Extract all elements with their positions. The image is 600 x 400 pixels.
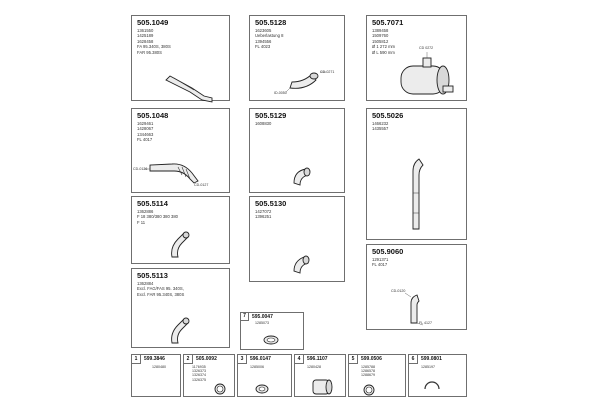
small-part-box-3 [237,354,292,397]
index-number: 6 [409,355,418,364]
detail-line: 1509760 [372,33,389,39]
detail-line: 1435557 [372,126,389,132]
clamp-drawing [349,355,407,398]
detail-line: Excl. FAG/FAS 95. 340S, [137,286,184,292]
corrugated-hose-drawing [132,109,231,194]
part-number: 505.0092 [196,356,217,362]
part-number: 505.1048 [137,111,169,120]
detail-line: 1285788 [361,365,375,369]
part-box-505-5114 [131,196,230,264]
callout-label: ID-0050 [274,91,287,95]
muffler-drawing [367,16,468,102]
part-number: 599.0506 [361,356,382,362]
detail-line: Ueberlastung 8 [255,33,284,39]
detail-line: 1176935 [192,365,206,369]
part-box-505-1049 [131,15,230,101]
callout-label: CD 0272 [419,46,434,50]
detail-line: 1389458 [372,28,389,33]
index-number: 3 [238,355,247,364]
index-number: 1 [132,355,141,364]
small-part-box-6 [408,354,467,397]
detail-line: 1394556 [255,38,272,44]
callout-label: CD-0126 [133,167,148,171]
detail-line: 1326373 [192,369,206,374]
callout-label: FL 4127 [419,321,433,325]
index-number: 2 [184,355,193,364]
index-number: 5 [349,355,358,364]
tailpipe-drawing [367,109,468,241]
part-box-505-5129 [249,108,345,193]
callout-label: CD-0120 [391,289,406,293]
detail-line: 1326375 [192,377,206,382]
detail-line: FL 4017 [137,137,153,143]
clamp-drawing [184,355,236,398]
detail-line: FA 95.340S, 380S [137,44,171,50]
small-part-box-1 [131,354,181,397]
detail-line: Ø L 590 mm [372,49,395,55]
part-box-505-5113 [131,268,230,348]
detail-line: 1396251 [255,214,272,220]
detail-line: FL 4023 [255,44,271,50]
part-box-505-5026 [366,108,467,240]
clamp-drawing [238,355,293,398]
detail-line: F 11 [137,219,146,225]
detail-line: 1285006 [250,365,264,369]
part-number: 596.0147 [250,356,271,362]
pipe-drawing [132,269,231,349]
detail-line: 1608830 [255,121,272,126]
part-number: 596.1107 [307,356,328,362]
detail-line: 1280428 [307,365,321,369]
part-box-505-1048 [131,108,230,193]
part-number: 505.7071 [372,18,404,27]
part-box-505-7071 [366,15,467,101]
detail-line: 1361550 [137,28,154,33]
detail-line: Ø 1 272 mm [372,44,396,50]
part-number: 505.5114 [137,199,168,208]
part-number: 599.0801 [421,356,442,362]
detail-line: 1623605 [255,28,272,33]
index-number: 4 [295,355,304,364]
detail-line: Excl. FAR 95.340S, 380S [137,291,185,297]
detail-line: 1285073 [255,321,269,325]
detail-line: 1285197 [421,365,435,369]
small-part-box-5 [348,354,406,397]
part-box-505-5128 [249,15,345,101]
part-number: 505.9060 [372,247,404,256]
detail-line: 1286578 [361,369,375,374]
callout-label: CD-0271 [320,70,335,74]
pipe-drawing [250,197,346,283]
part-box-505-9060 [366,244,467,330]
part-number: 595.0047 [252,314,273,320]
part-number: 505.5128 [255,18,287,27]
small-part-box-4 [294,354,346,397]
detail-line: 1362884 [137,281,154,286]
part-details [152,365,166,369]
pipe-drawing [132,197,231,265]
callout-label: CD-0127 [194,183,209,187]
detail-line: 1425189 [137,33,154,39]
gasket-drawing [241,313,305,351]
hose-drawing [132,16,231,102]
detail-line: 1505812 [372,38,389,44]
index-number: 7 [241,313,249,321]
part-number: 505.5113 [137,271,168,280]
detail-line: FAR 95.380S [137,49,162,55]
sleeve-drawing [295,355,347,398]
part-number: 505.5129 [255,111,287,120]
detail-line: 1629461 [137,121,154,126]
detail-line: FL 4017 [372,262,388,268]
small-part-box-2 [183,354,235,397]
detail-line: 1326374 [192,373,206,378]
detail-line: 1628458 [137,38,154,44]
detail-line: 1291371 [372,257,389,262]
detail-line: 1344663 [137,131,154,137]
part-box-595-0047 [240,312,304,350]
pipe-drawing [367,245,468,331]
detail-line: 1427072 [255,209,272,214]
ring-clamp-drawing [409,355,468,398]
detail-line: 1466232 [372,121,389,126]
detail-line: 1362886 [137,209,154,214]
pipe-drawing [250,109,346,194]
part-box-505-5130 [249,196,345,282]
pipe-drawing [250,16,346,102]
detail-line: 1428067 [137,126,154,132]
detail-line: 1280480 [152,365,166,369]
part-number: 599.3846 [144,356,165,362]
part-number: 505.5130 [255,199,287,208]
part-number: 505.1049 [137,18,169,27]
detail-line: 1288679 [361,373,375,378]
detail-line: F 18 380/380 380 380 [137,214,178,220]
part-number: 505.5026 [372,111,404,120]
